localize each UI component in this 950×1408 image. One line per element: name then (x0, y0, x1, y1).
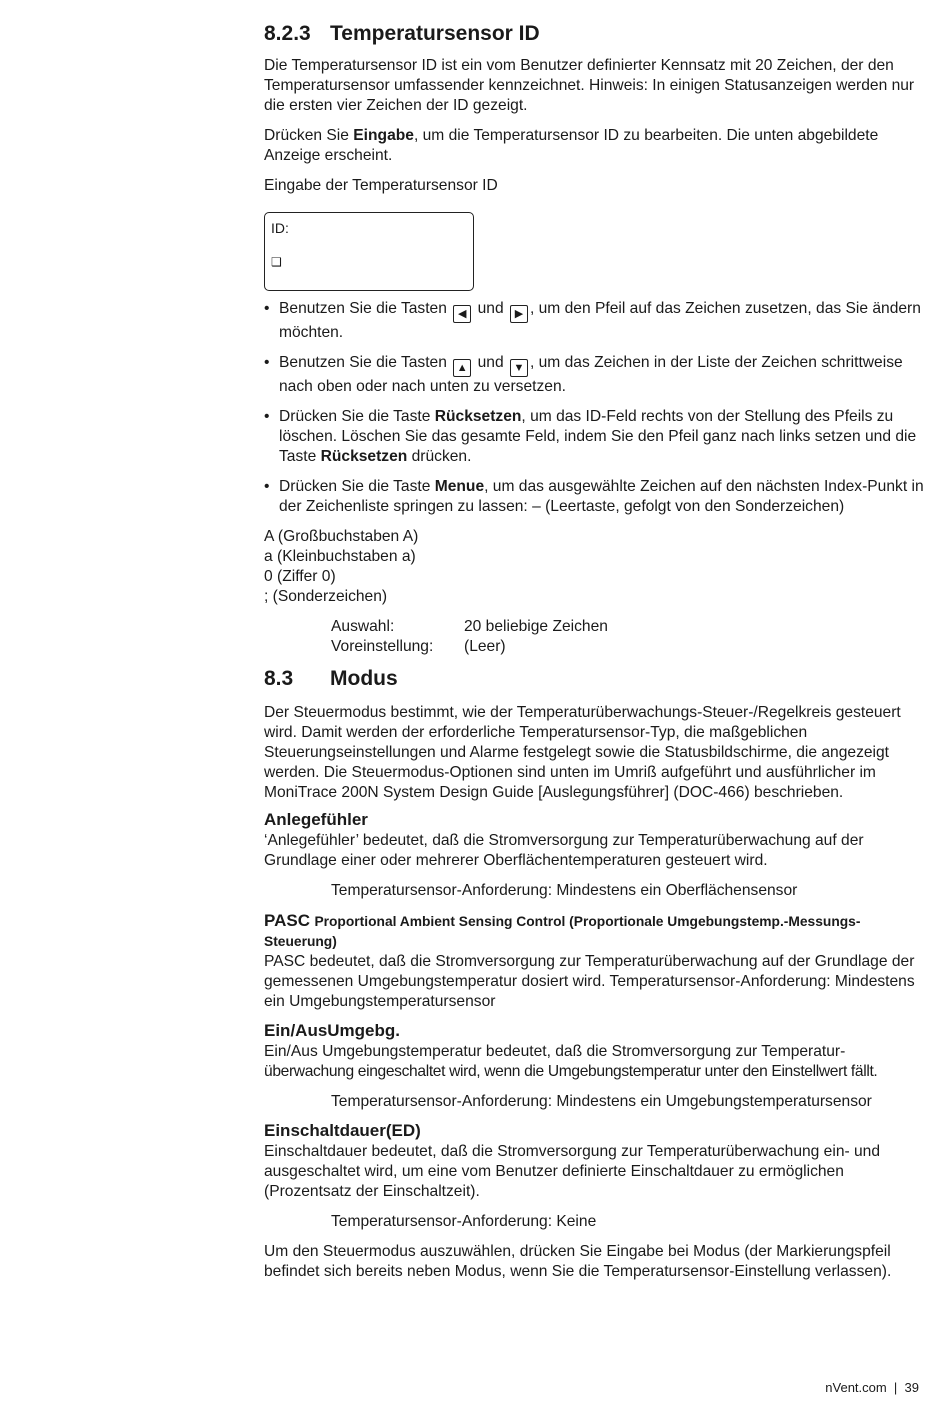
pasc-subtitle: Proportional Ambient Sensing Control (Proportionale Umgebungstemp.-Messungs-Steuerung) (264, 914, 861, 949)
default-label: Voreinstellung: (331, 638, 434, 655)
paragraph: ‘Anlegefühler’ bedeutet, daß die Stromversorgung zur Temperaturüberwachung auf der Grundlage einer oder mehrerer Oberflächentemperaturen gesteuert wird. (264, 832, 864, 869)
section-title: Modus (330, 667, 398, 690)
subsection-heading: Ein/AusUmgebg. (264, 1021, 401, 1040)
text: , um das ID-Feld rechts von der Stellung des Pfeils zu löschen. Löschen Sie das gesamte Feld, indem Sie den Pfeil ganz nach links setzen und die Taste (279, 408, 917, 465)
character-list-item: 0 (Ziffer 0) (264, 568, 336, 585)
id-entry-display (264, 212, 474, 291)
selection-value: 20 beliebige Zeichen (464, 618, 608, 635)
document-page (264, 20, 924, 1282)
paragraph: PASC bedeutet, daß die Stromversorgung zur Temperaturüberwachung auf der Grundlage der gemessenen Umgebungstemperatur dosiert wird. Temperatursensor-Anforderung: Mindestens ein Umgebungstemperatursensor (264, 953, 915, 1010)
section-heading-8-3 (264, 665, 924, 693)
sensor-requirement: Temperatursensor-Anforderung: Keine (331, 1213, 597, 1230)
list-item (264, 299, 924, 343)
section-title: Temperatursensor ID (330, 22, 540, 45)
list-item (264, 477, 924, 517)
text: überwachung eingeschaltet wird, wenn die Umgebungstemperatur unter den Einstellwert fällt. (264, 1063, 878, 1080)
default-row (331, 637, 924, 657)
text: Drücken Sie die Taste (279, 478, 435, 495)
figure-caption: Eingabe der Temperatursensor ID (264, 177, 498, 194)
default-value: (Leer) (464, 638, 506, 655)
cursor-icon: ❑ (271, 255, 282, 269)
text: Drücken Sie (264, 127, 354, 144)
pasc-title: PASC (264, 911, 310, 930)
section-number: 8.3 (264, 667, 294, 690)
emphasis: Rücksetzen (320, 448, 408, 465)
subsection-heading (264, 911, 924, 952)
selection-label: Auswahl: (331, 618, 395, 635)
settings-table (264, 617, 924, 657)
sensor-requirement: Temperatursensor-Anforderung: Mindestens ein Oberflächensensor (331, 882, 798, 899)
sensor-requirement: Temperatursensor-Anforderung: Mindestens ein Umgebungstemperatursensor (331, 1093, 872, 1110)
bullet: • (264, 300, 270, 317)
text: , um das Zeichen in der Liste der Zeichen schrittweise nach oben oder nach unten zu versetzen. (279, 354, 903, 395)
subsection-heading: Einschaltdauer(ED) (264, 1121, 421, 1140)
paragraph: Einschaltdauer bedeutet, daß die Stromversorgung zur Temperaturüberwachung ein- und ausgeschaltet wird, um eine vom Benutzer definierte Einschaltdauer zu ermöglichen (Prozentsatz der Einschaltzeit). (264, 1143, 881, 1200)
text: , um das ausgewählte Zeichen auf den nächsten Index-Punkt in der Zeichenliste springen zu lassen: – (Leertaste, gefolgt von den Sonderzeichen) (279, 478, 924, 515)
bullet: • (264, 354, 270, 371)
character-list-item: ; (Sonderzeichen) (264, 588, 388, 605)
text: Benutzen Sie die Tasten (279, 354, 447, 371)
right-arrow-key-icon: ▶ (510, 305, 528, 323)
section-number: 8.2.3 (264, 22, 311, 45)
paragraph (264, 1042, 924, 1082)
emphasis: Rücksetzen (434, 408, 522, 425)
bullet: • (264, 408, 270, 425)
text: Benutzen Sie die Tasten (279, 300, 447, 317)
text: drücken. (407, 448, 472, 465)
id-label: ID: (271, 220, 289, 236)
list-item (264, 407, 924, 467)
subsection-heading: Anlegefühler (264, 810, 368, 829)
list-item (264, 353, 924, 397)
text: Drücken Sie die Taste (279, 408, 435, 425)
selection-row (331, 617, 924, 637)
page-footer: nVent.com | 39 (825, 1380, 919, 1395)
instruction-list (264, 299, 924, 517)
paragraph (264, 126, 924, 166)
text: , um die Temperatursensor ID zu bearbeiten. Die unten abgebildete Anzeige erscheint. (264, 127, 879, 164)
emphasis: Menue (434, 478, 485, 495)
paragraph: Um den Steuermodus auszuwählen, drücken Sie Eingabe bei Modus (der Markierungspfeil befindet sich bereits neben Modus, wenn Sie die Temperatursensor-Einstellung verlassen). (264, 1243, 892, 1280)
paragraph: Die Temperatursensor ID ist ein vom Benutzer definierter Kennsatz mit 20 Zeichen, der den Temperatursensor umfassender kennzeichnet. Hinweis: In einigen Statusanzeigen werden nur die ersten vier Zeichen der ID gezeigt. (264, 57, 915, 114)
character-list (264, 527, 924, 607)
text: und (477, 354, 504, 371)
emphasis: Eingabe (353, 127, 414, 144)
bullet: • (264, 478, 270, 495)
section-heading-8-2-3 (264, 20, 924, 48)
text: Ein/Aus Umgebungstemperatur bedeutet, daß die Stromversorgung zur Temperatur- (264, 1043, 846, 1060)
character-list-item: a (Kleinbuchstaben a) (264, 548, 416, 565)
character-list-item: A (Großbuchstaben A) (264, 528, 419, 545)
up-arrow-key-icon: ▲ (453, 359, 471, 377)
paragraph: Der Steuermodus bestimmt, wie der Temperaturüberwachungs-Steuer-/Regelkreis gesteuert wird. Damit werden der erforderliche Temperatursensor-Typ, die maßgeblichen Steuerungseinstellungen und Alarme festgelegt sowie die Statusbildschirme, die angezeigt werden. Die Steuermodus-Optionen sind unten im Umriß aufgeführt und ausführlicher im MoniTrace 200N System Design Guide [Auslegungsführer] (DOC-466) beschrieben. (264, 704, 901, 801)
text: und (477, 300, 504, 317)
left-arrow-key-icon: ◀ (453, 305, 471, 323)
text: , um den Pfeil auf das Zeichen zusetzen, das Sie ändern möchten. (279, 300, 921, 341)
down-arrow-key-icon: ▼ (510, 359, 528, 377)
